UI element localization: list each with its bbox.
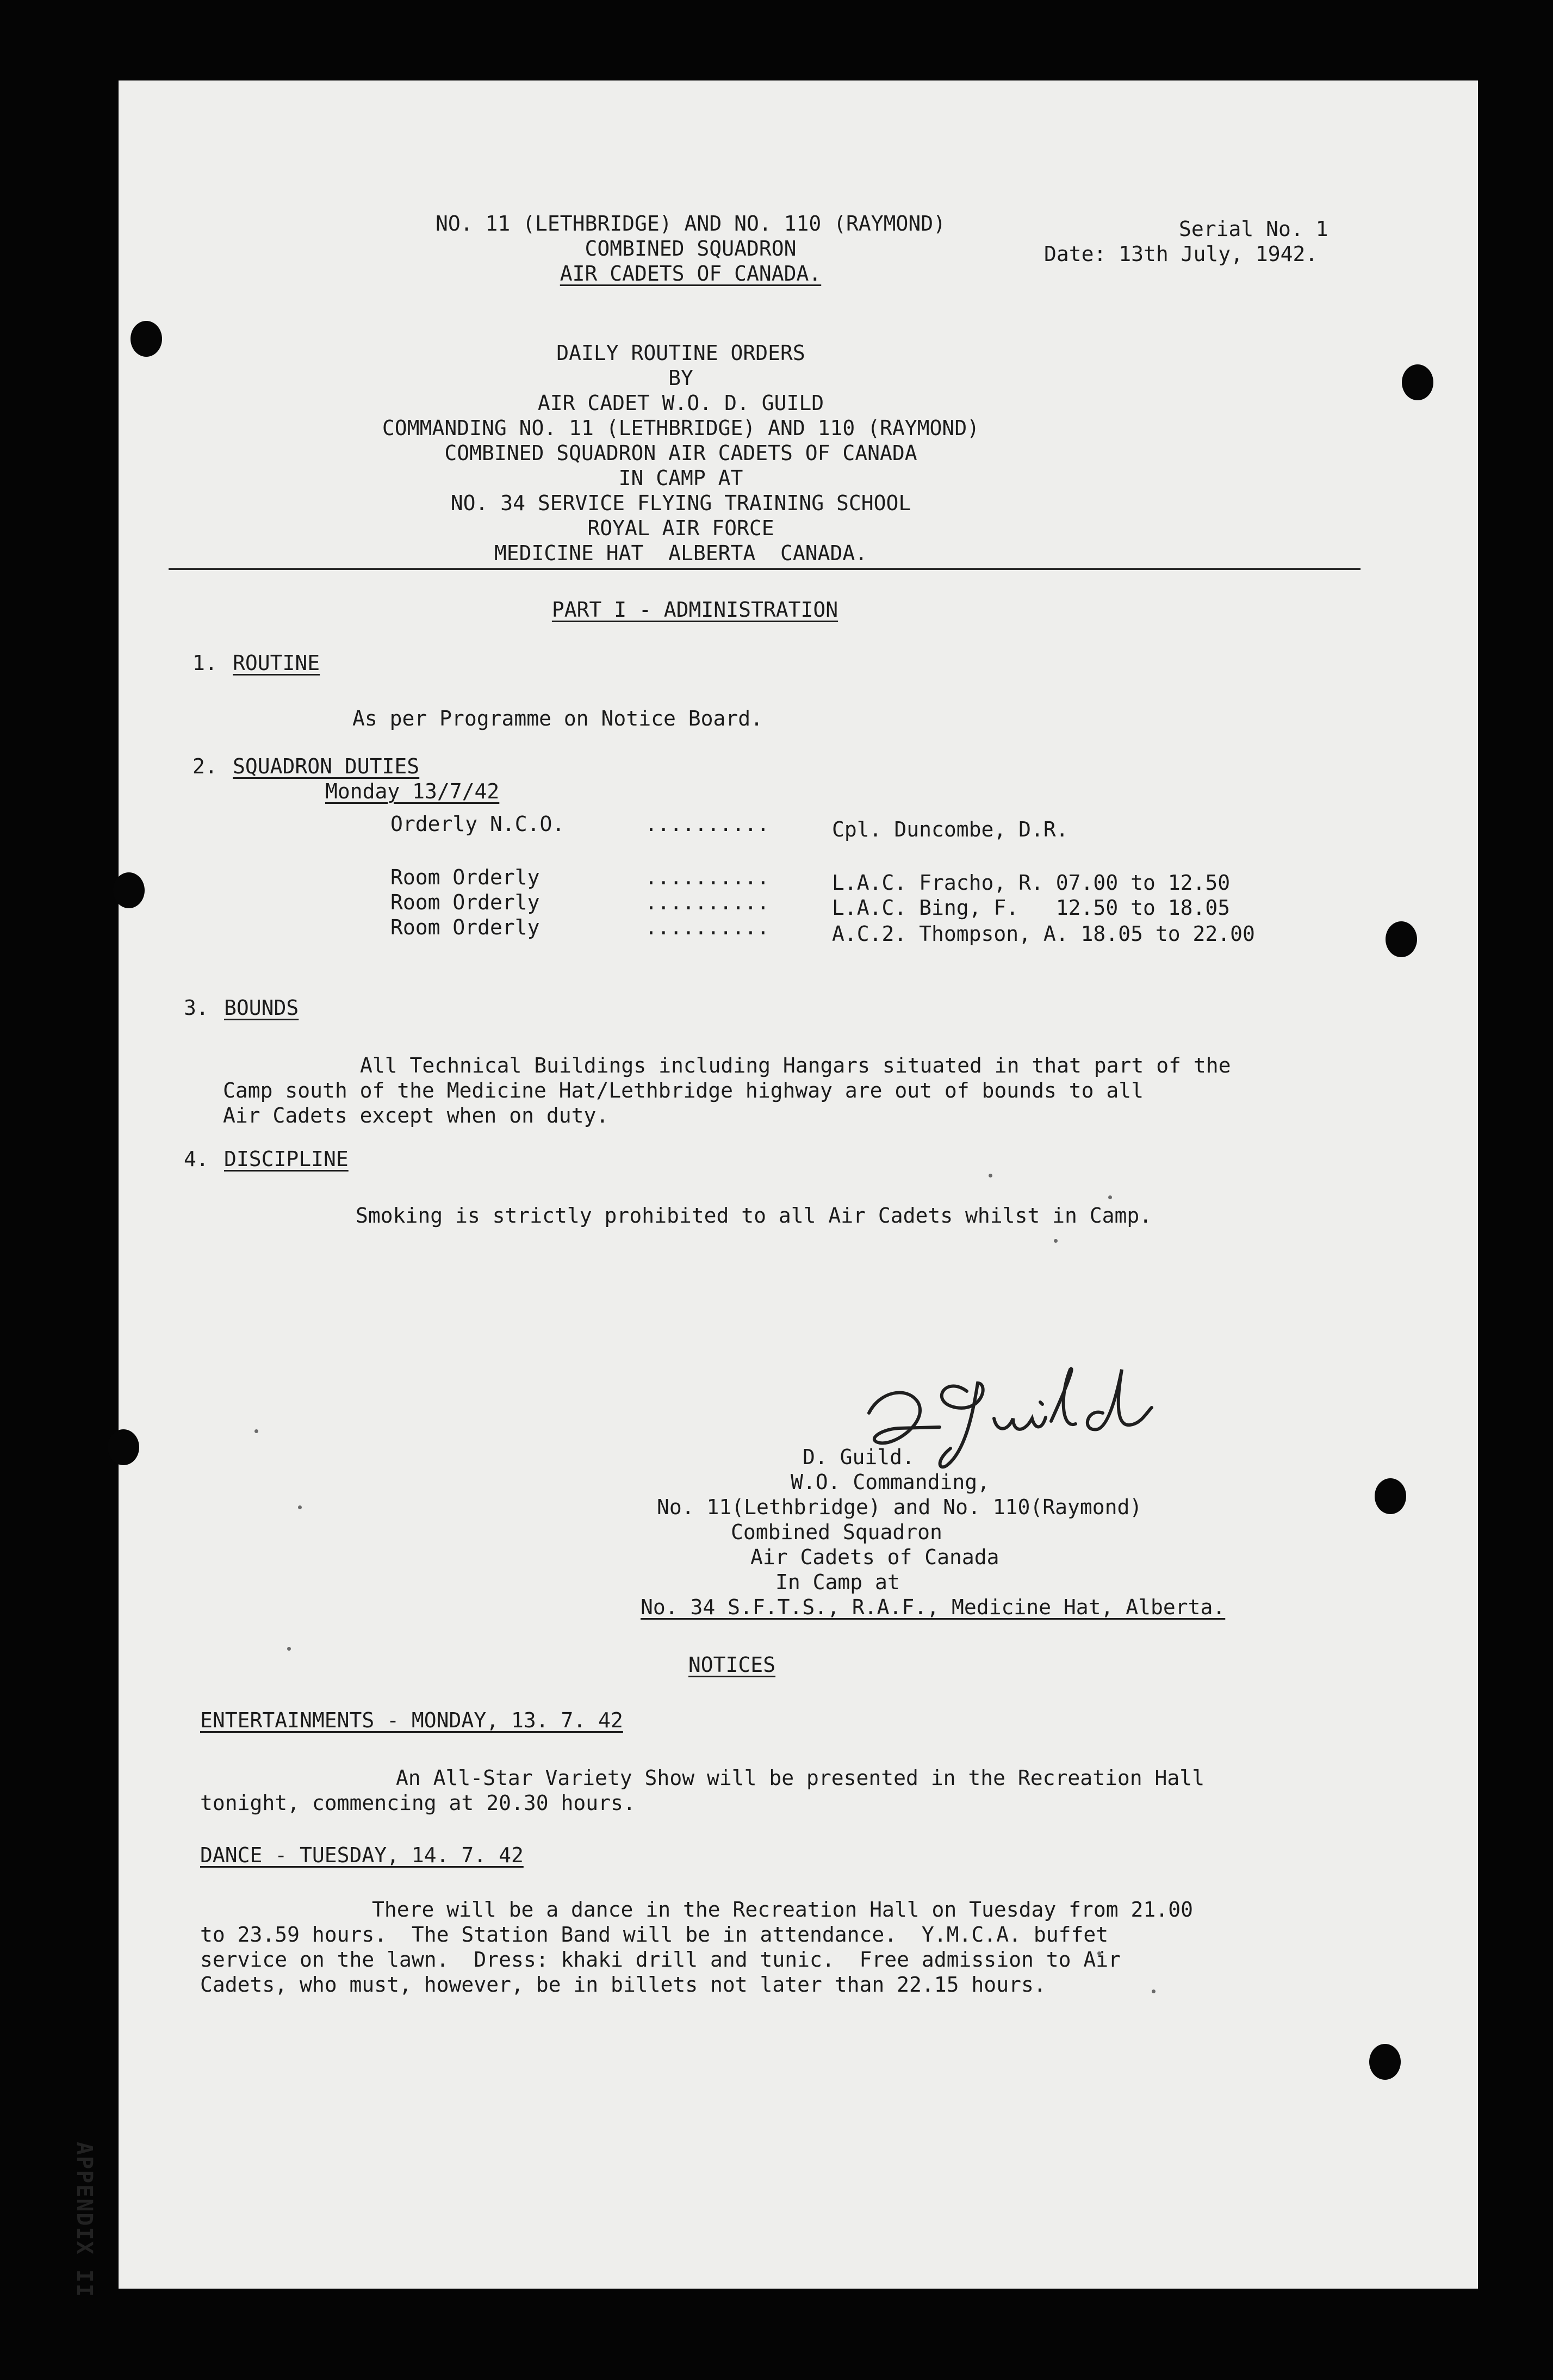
title-line: NO. 34 SERVICE FLYING TRAINING SCHOOL xyxy=(450,491,911,515)
punch-hole xyxy=(131,321,162,357)
notice-text: to 23.59 hours. The Station Band will be in attendance. Y.M.C.A. buffet xyxy=(200,1923,1109,1947)
title-line: COMMANDING NO. 11 (LETHBRIDGE) AND 110 (RAYMOND) xyxy=(382,416,980,440)
section-number: 4. xyxy=(184,1147,209,1171)
duty-assignee: L.A.C. Fracho, R. 07.00 to 12.50 xyxy=(832,871,1231,895)
duty-dots: .......... xyxy=(645,915,769,939)
punch-hole xyxy=(1375,1478,1406,1514)
notice-text: tonight, commencing at 20.30 hours. xyxy=(200,1791,636,1815)
signature-line: Combined Squadron xyxy=(731,1520,942,1544)
punch-hole xyxy=(1402,364,1433,400)
notice-text: Cadets, who must, however, be in billets not later than 22.15 hours. xyxy=(200,1973,1046,1997)
duty-role: Room Orderly xyxy=(390,890,540,914)
punch-hole xyxy=(1369,2044,1401,2080)
speck xyxy=(989,1174,992,1177)
duty-assignee: L.A.C. Bing, F. 12.50 to 18.05 xyxy=(832,896,1231,920)
notice-text: service on the lawn. Dress: khaki drill and tunic. Free admission to Air xyxy=(200,1948,1121,1972)
speck xyxy=(298,1505,302,1509)
notice-text: An All-Star Variety Show will be presented in the Recreation Hall xyxy=(396,1766,1205,1790)
appendix-stamp: APPENDIX II xyxy=(72,2142,97,2298)
document-page xyxy=(72,80,1478,2298)
signature-line: Air Cadets of Canada xyxy=(750,1545,999,1569)
squadron-line-1: NO. 11 (LETHBRIDGE) AND NO. 110 (RAYMOND) xyxy=(436,212,946,235)
section-number: 2. xyxy=(192,754,218,778)
document-date: Date: 13th July, 1942. xyxy=(1044,242,1318,266)
squadron-line-2: COMBINED SQUADRON xyxy=(585,237,797,261)
speck xyxy=(1108,1195,1112,1199)
bounds-text: All Technical Buildings including Hangars situated in that part of the xyxy=(360,1053,1231,1077)
section-title-discipline: DISCIPLINE xyxy=(224,1147,349,1171)
bounds-text: Camp south of the Medicine Hat/Lethbridge highway are out of bounds to all xyxy=(223,1079,1144,1102)
serial-number: Serial No. 1 xyxy=(1179,217,1328,241)
duty-dots: .......... xyxy=(645,812,769,836)
notice-title-entertainments: ENTERTAINMENTS - MONDAY, 13. 7. 42 xyxy=(200,1708,623,1732)
duties-day: Monday 13/7/42 xyxy=(325,779,500,803)
section-title-routine: ROUTINE xyxy=(233,651,320,675)
duty-role: Room Orderly xyxy=(390,865,540,889)
title-line: COMBINED SQUADRON AIR CADETS OF CANADA xyxy=(444,441,917,465)
signature-line: No. 34 S.F.T.S., R.A.F., Medicine Hat, Alberta. xyxy=(641,1595,1226,1619)
signature-name: D. Guild. xyxy=(803,1445,915,1469)
section-title-duties: SQUADRON DUTIES xyxy=(233,754,420,778)
speck xyxy=(1152,1989,1156,1993)
notice-title-dance: DANCE - TUESDAY, 14. 7. 42 xyxy=(200,1843,524,1867)
bounds-text: Air Cadets except when on duty. xyxy=(223,1104,609,1127)
signature-line: In Camp at xyxy=(775,1570,900,1594)
title-line: AIR CADET W.O. D. GUILD xyxy=(537,391,824,415)
speck xyxy=(287,1647,291,1651)
duty-dots: .......... xyxy=(645,865,769,889)
duty-role: Orderly N.C.O. xyxy=(390,812,565,836)
punch-hole xyxy=(113,872,145,908)
duty-assignee: A.C.2. Thompson, A. 18.05 to 22.00 xyxy=(832,922,1255,946)
horizontal-rule xyxy=(169,568,1361,570)
section-number: 3. xyxy=(184,996,209,1020)
speck xyxy=(254,1429,258,1433)
speck xyxy=(1054,1239,1058,1243)
title-line: BY xyxy=(668,366,693,390)
section-number: 1. xyxy=(192,651,218,675)
notice-text: There will be a dance in the Recreation Hall on Tuesday from 21.00 xyxy=(372,1898,1193,1922)
squadron-line-3: AIR CADETS OF CANADA. xyxy=(560,262,822,286)
section-title-bounds: BOUNDS xyxy=(224,996,299,1020)
title-line: ROYAL AIR FORCE xyxy=(587,516,774,540)
part-heading: PART I - ADMINISTRATION xyxy=(551,598,838,622)
punch-hole xyxy=(108,1429,139,1465)
title-line: DAILY ROUTINE ORDERS xyxy=(556,341,805,365)
discipline-text: Smoking is strictly prohibited to all Air Cadets whilst in Camp. xyxy=(356,1204,1152,1228)
title-line: MEDICINE HAT ALBERTA CANADA. xyxy=(494,541,868,565)
duty-dots: .......... xyxy=(645,890,769,914)
routine-text: As per Programme on Notice Board. xyxy=(352,706,763,730)
duty-assignee: Cpl. Duncombe, D.R. xyxy=(832,817,1069,841)
signature-line: No. 11(Lethbridge) and No. 110(Raymond) xyxy=(657,1495,1142,1519)
punch-hole xyxy=(1386,921,1417,957)
title-line: IN CAMP AT xyxy=(618,466,743,490)
signature-line: W.O. Commanding, xyxy=(791,1470,990,1494)
duty-role: Room Orderly xyxy=(390,915,540,939)
notices-heading: NOTICES xyxy=(688,1653,776,1677)
